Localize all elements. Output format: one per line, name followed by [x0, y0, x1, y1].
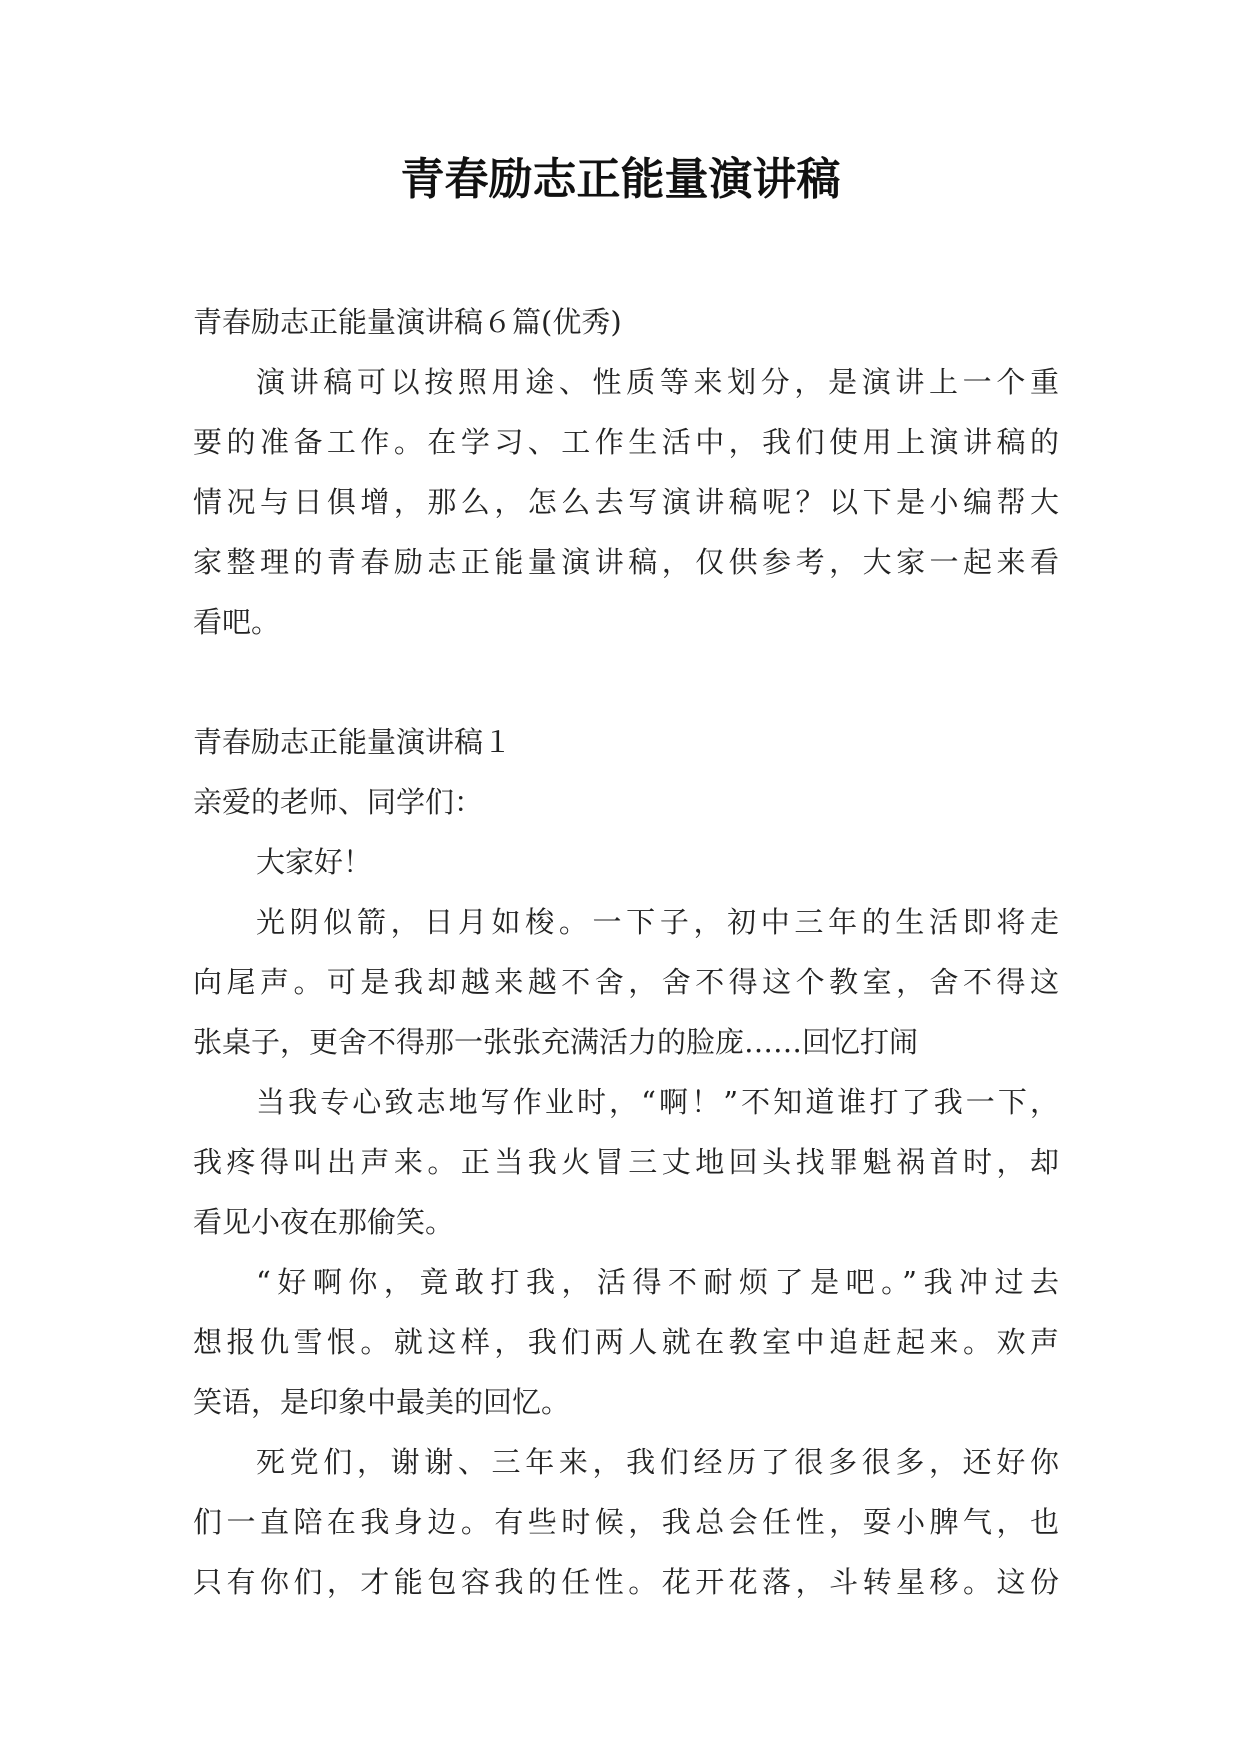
paragraph-line: 想报仇雪恨。就这样，我们两人就在教室中追赶起来。欢声 [193, 1325, 1059, 1359]
paragraph-line: 只有你们，才能包容我的任性。花开花落，斗转星移。这份 [193, 1565, 1059, 1599]
paragraph-line: 们一直陪在我身边。有些时候，我总会任性，耍小脾气，也 [193, 1505, 1059, 1539]
salutation: 亲爱的老师、同学们： [193, 785, 484, 819]
greeting: 大家好！ [256, 845, 373, 879]
section-spacer [193, 652, 1059, 712]
intro-line: 演讲稿可以按照用途、性质等来划分，是演讲上一个重 [256, 365, 1059, 399]
intro-line: 情况与日俱增，那么，怎么去写演讲稿呢？以下是小编帮大 [193, 485, 1059, 519]
paragraph-line: 死党们，谢谢、三年来，我们经历了很多很多，还好你 [256, 1445, 1059, 1479]
paragraph-line: “好啊你，竟敢打我，活得不耐烦了是吧。”我冲过去 [256, 1265, 1059, 1299]
document-body [193, 292, 1059, 1612]
paragraph-line: 当我专心致志地写作业时，“啊！”不知道谁打了我一下， [256, 1085, 1059, 1119]
paragraph-line: 我疼得叫出声来。正当我火冒三丈地回头找罪魁祸首时，却 [193, 1145, 1059, 1179]
intro-line: 要的准备工作。在学习、工作生活中，我们使用上演讲稿的 [193, 425, 1059, 459]
document-subtitle: 青春励志正能量演讲稿６篇(优秀) [193, 305, 622, 339]
paragraph-line: 光阴似箭，日月如梭。一下子，初中三年的生活即将走 [256, 905, 1059, 939]
intro-line: 看吧。 [193, 605, 281, 639]
intro-line: 家整理的青春励志正能量演讲稿，仅供参考，大家一起来看 [193, 545, 1059, 579]
paragraph-line: 看见小夜在那偷笑。 [193, 1205, 455, 1239]
paragraph-line: 向尾声。可是我却越来越不舍，舍不得这个教室，舍不得这 [193, 965, 1059, 999]
document-title: 青春励志正能量演讲稿 [400, 154, 841, 205]
paragraph-line: 张桌子，更舍不得那一张张充满活力的脸庞……回忆打闹 [193, 1025, 919, 1059]
paragraph-line: 笑语，是印象中最美的回忆。 [193, 1385, 571, 1419]
section-heading: 青春励志正能量演讲稿１ [193, 725, 513, 759]
